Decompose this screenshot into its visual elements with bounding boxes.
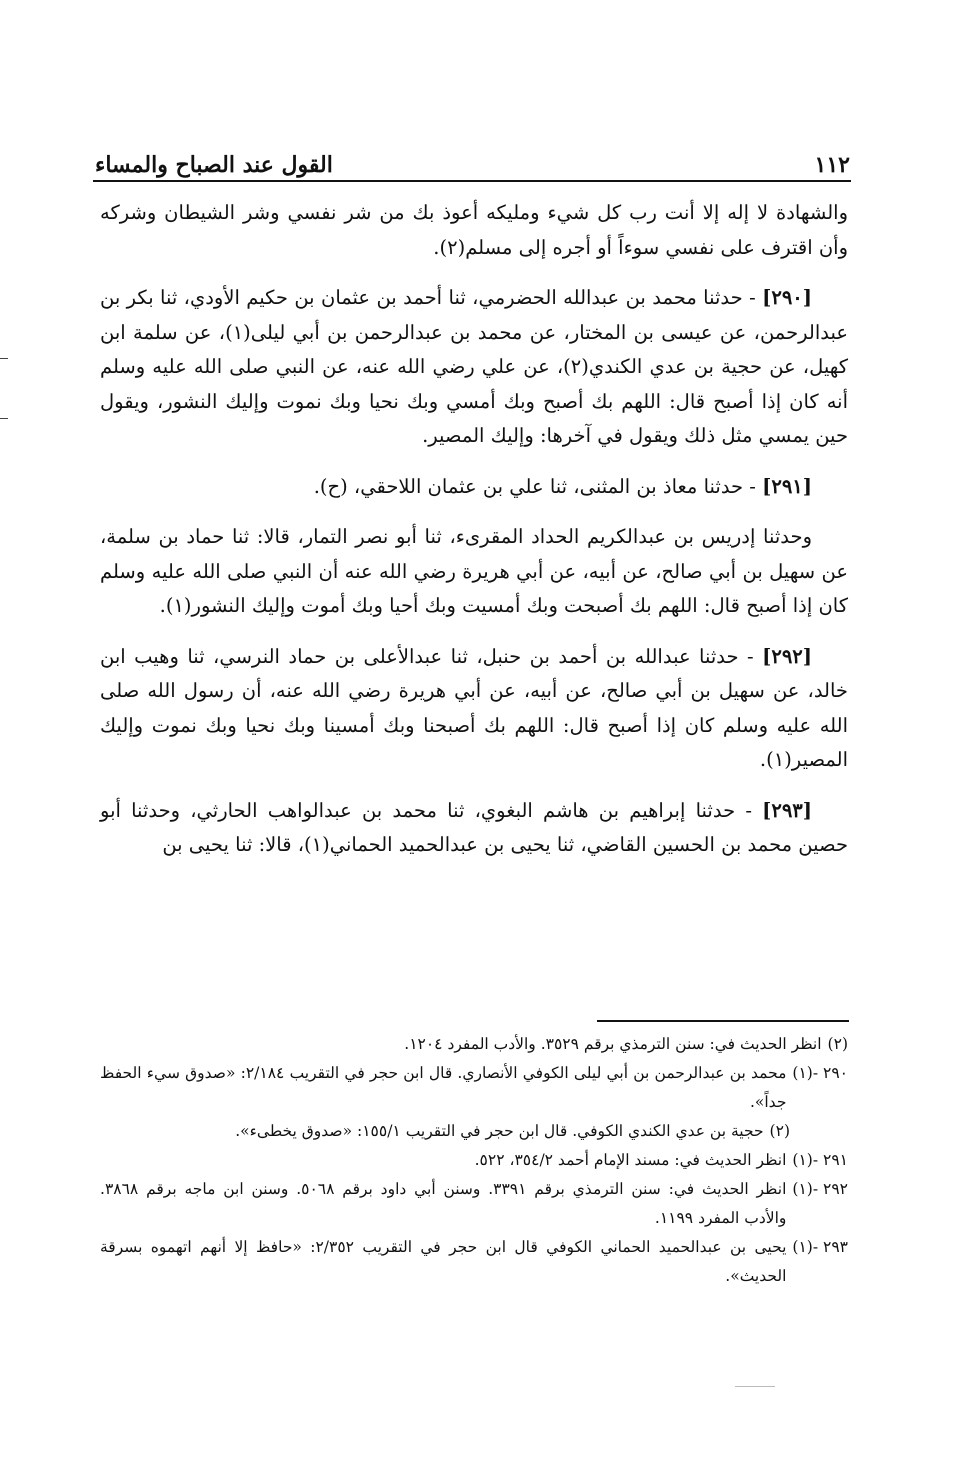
hadith-293 xyxy=(100,794,848,863)
paragraph-text: - حدثنا محمد بن عبدالله الحضرمي، ثنا أحمد بن عثمان بن حكيم الأودي، ثنا بكر بن عبدالرحمن، عن عيسى بن المختار، عن محمد بن عبدالرحمن بن أبي ليلى(١)، عن سلمة ابن كهيل، عن حجية بن عدي الكندي(٢)، عن علي رضي الله عنه، عن النبي صلى الله عليه وسلم أنه كان إذا أصبح قال: اللهم بك أصبح وبك أمسي وبك نحيا وبك نموت وإليك النشور، ويقول حين يمسي مثل ذلك ويقول في آخرها: وإليك المصير. xyxy=(100,286,849,447)
paragraph-text: وحدثنا إدريس بن عبدالكريم الحداد المقرىء، ثنا أبو نصر التمار، قالا: ثنا حماد بن سلمة، عن سهيل بن أبي صالح، عن أبيه، عن أبي هريرة رضي الله عنه أن النبي صلى الله عليه وسلم كان إذا أصبح قال: اللهم بك أصبحت وبك أمسيت وبك أحيا وبك أموت وإليك النشور(١). xyxy=(100,525,848,617)
footnote-text: محمد بن عبدالرحمن بن أبي ليلى الكوفي الأنصاري. قال ابن حجر في التقريب ٢/١٨٤: «صدوق سيء الحفظ جداً». xyxy=(100,1064,787,1111)
hadith-290 xyxy=(100,281,848,454)
margin-mark xyxy=(0,358,8,359)
footnote xyxy=(100,1233,848,1291)
hadith-291-chain xyxy=(100,520,848,624)
footnote-text: انظر الحديث في: مسند الإمام أحمد ٣٥٤/٢، ٥٢٢. xyxy=(474,1151,787,1169)
footnote-key: ٢٩٣ -(١) xyxy=(792,1238,848,1256)
paragraph-text: - حدثنا معاذ بن المثنى، ثنا علي بن عثمان اللاحقي، (ح). xyxy=(313,474,756,498)
paragraph-text: - حدثنا إبراهيم بن هاشم البغوي، ثنا محمد بن عبدالواهب الحارثي، وحدثنا أبو حصين محمد بن الحسين القاضي، ثنا يحيى بن عبدالحميد الحماني(١)، قالا: ثنا يحيى بن xyxy=(100,798,848,856)
footnote-key: ٢٩٢ -(١) xyxy=(792,1180,848,1198)
footnote-text: حجية بن عدي الكندي الكوفي. قال ابن حجر في التقريب ١٥٥/١: «صدوق يخطىء». xyxy=(235,1122,764,1140)
footnote-key: (٢) xyxy=(827,1035,848,1053)
header-rule xyxy=(93,180,851,182)
footnotes xyxy=(100,1030,848,1291)
scan-mark xyxy=(735,1386,775,1387)
hadith-292 xyxy=(100,640,848,778)
paragraph-continuation xyxy=(100,196,848,265)
paragraph-text: - حدثنا عبدالله بن أحمد بن حنبل، ثنا عبدالأعلى بن حماد النرسي، ثنا وهيب ابن خالد، عن سهيل بن أبي صالح، عن أبيه، عن أبي هريرة رضي الله عنه، أن رسول الله صلى الله عليه وسلم كان إذا أصبح قال: اللهم بك أصبحنا وبك أمسينا وبك نحيا وبك نموت وإليك المصير(١). xyxy=(100,644,848,771)
hadith-291 xyxy=(100,470,848,505)
footnote-key: ٢٩١ -(١) xyxy=(792,1151,848,1169)
running-title: القول عند الصباح والمساء xyxy=(95,152,333,178)
paragraph-text: والشهادة لا إله إلا أنت رب كل شيء ومليكه أعوذ بك من شر نفسي وشر الشيطان وشركه وأن اقترف على نفسي سوءاً أو أجره إلى مسلم(٢). xyxy=(100,201,848,259)
page-number: ١١٢ xyxy=(814,152,850,178)
footnote-rule xyxy=(597,1020,849,1022)
hadith-number: [٢٩٢] xyxy=(762,644,812,668)
footnote-text: يحيى بن عبدالحميد الحماني الكوفي قال ابن حجر في التقريب ٢/٣٥٢: «حافظ إلا أنهم اتهموه بسرقة الحديث». xyxy=(100,1238,787,1285)
hadith-number: [٢٩٣] xyxy=(762,798,812,822)
margin-mark xyxy=(0,418,8,419)
footnote-text: انظر الحديث في: سنن الترمذي برقم ٣٥٢٩. والأدب المفرد ١٢٠٤. xyxy=(404,1035,822,1053)
main-text xyxy=(100,196,848,879)
footnote-key: (٢) xyxy=(769,1122,790,1140)
footnote xyxy=(100,1146,848,1175)
footnote xyxy=(100,1117,848,1146)
footnote xyxy=(100,1030,848,1059)
footnote xyxy=(100,1175,848,1233)
page-header xyxy=(95,138,850,178)
footnote xyxy=(100,1059,848,1117)
footnote-key: ٢٩٠ -(١) xyxy=(792,1064,848,1082)
hadith-number: [٢٩١] xyxy=(762,474,812,498)
footnote-text: انظر الحديث في: سنن الترمذي برقم ٣٣٩١. وسنن أبي داود برقم ٥٠٦٨. وسنن ابن ماجه برقم ٣٨٦٨. والأدب المفرد ١١٩٩. xyxy=(100,1180,787,1227)
hadith-number: [٢٩٠] xyxy=(762,286,813,309)
